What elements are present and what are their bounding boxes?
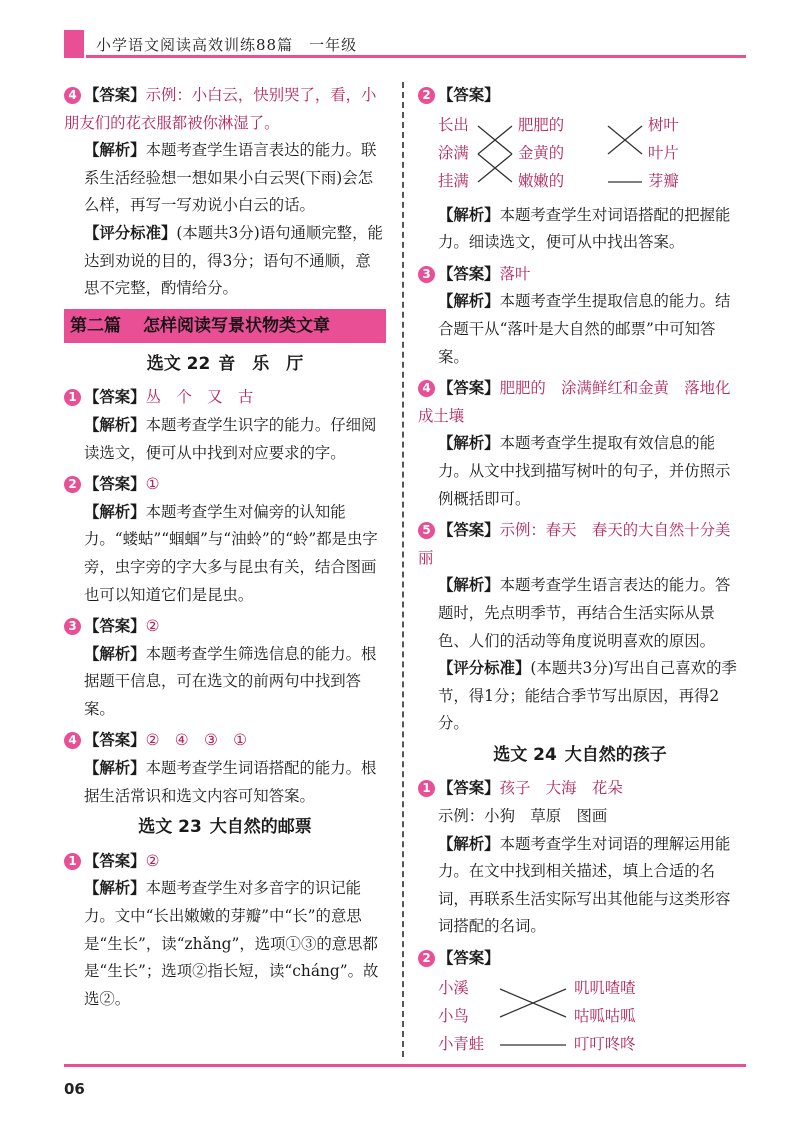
- match-word: 金黄的: [518, 143, 565, 162]
- answer-text: ①: [145, 475, 160, 494]
- answer-item: [64, 471, 386, 609]
- answer-tag: 【答案】: [438, 521, 500, 540]
- answer-item: [64, 384, 386, 467]
- selection-name: 大自然的邮票: [209, 817, 312, 838]
- answer-item: [64, 613, 386, 723]
- selection-number: 选文 24: [493, 744, 557, 765]
- analysis-tag: 【解析】: [84, 415, 146, 434]
- question-number-badge: 3: [418, 266, 435, 283]
- answer-text: 肥肥的 涂满鲜红和金黄 落地化成土壤: [418, 379, 731, 425]
- analysis-text: 本题考查学生对偏旁的认知能力。“蝼蛄”“蝈蝈”与“油蛉”的“蛉”都是虫字旁，虫字旁的字大多与昆虫有关，结合图画也可以知道它们是昆虫。: [84, 502, 378, 604]
- selection-title: [418, 742, 742, 770]
- question-number-badge: 1: [64, 853, 81, 870]
- answer-item: [64, 848, 386, 1014]
- footer-rule: [64, 1064, 746, 1067]
- scoring-tag: 【评分标准】: [438, 659, 531, 678]
- analysis-tag: 【解析】: [84, 141, 146, 160]
- analysis-text: 本题考查学生语言表达的能力。联系生活经验想一想如果小白云哭(下雨)会怎么样，再写一写劝说小白云的话。: [84, 141, 377, 215]
- section-part: 第二篇: [70, 315, 121, 336]
- analysis-tag: 【解析】: [438, 576, 500, 595]
- answer-item: [64, 727, 386, 810]
- answer-tag: 【答案】: [438, 379, 500, 398]
- match-word: 涂满: [438, 143, 469, 162]
- right-column: [418, 82, 742, 1065]
- match-word: 小青蛙: [438, 1034, 485, 1053]
- answer-item: [418, 945, 742, 1061]
- analysis-text: 本题考查学生对词语搭配的把握能力。细读选文，便可从中找出答案。: [438, 205, 731, 252]
- analysis-tag: 【解析】: [84, 879, 146, 898]
- question-number-badge: 4: [64, 87, 81, 104]
- question-number-badge: 4: [64, 732, 81, 749]
- match-word: 长出: [438, 115, 469, 134]
- answer-text: 示例：春天 春天的大自然十分美丽: [418, 521, 731, 567]
- page-number: 06: [64, 1080, 85, 1098]
- question-number-badge: 1: [64, 389, 81, 406]
- selection-number: 选文 22: [146, 353, 211, 374]
- answer-text: 落叶: [499, 264, 531, 283]
- scoring-text: (本题共3分)写出自己喜欢的季节，得1分；能结合季节写出原因，再得2分。: [438, 659, 737, 733]
- answer-item: [64, 82, 386, 303]
- example-text: 示例：小狗 草原 图画: [438, 807, 608, 826]
- scoring-text: (本题共3分)语句通顺完整，能达到劝说的目的，得3分；语句不通顺，意思不完整，酌情给分。: [84, 223, 383, 298]
- selection-title: [64, 351, 386, 379]
- answer-text: ②: [145, 851, 160, 870]
- selection-name: 音 乐 厅: [218, 353, 304, 374]
- analysis-text: 本题考查学生识字的能力。仔细阅读选文，便可从中找到对应要求的字。: [84, 415, 377, 462]
- answer-tag: 【答案】: [438, 264, 500, 283]
- selection-name: 大自然的孩子: [564, 744, 667, 765]
- book-title: 小学语文阅读高效训练88篇 一年级: [96, 36, 358, 54]
- match-word: 挂满: [438, 171, 469, 190]
- left-column: [64, 82, 386, 1017]
- answer-tag: 【答案】: [84, 86, 146, 104]
- analysis-text: 本题考查学生提取有效信息的能力。从文中找到描写树叶的句子，并仿照示例概括即可。: [438, 434, 731, 508]
- question-number-badge: 1: [418, 780, 435, 797]
- answer-item: [418, 261, 742, 371]
- word-matching-diagram: [438, 112, 742, 198]
- analysis-tag: 【解析】: [84, 644, 146, 663]
- analysis-tag: 【解析】: [438, 834, 500, 853]
- analysis-text: 本题考查学生筛选信息的能力。根据题干信息，可在选文的前两句中找到答案。: [84, 644, 377, 718]
- match-word: 小溪: [438, 978, 469, 997]
- match-word: 叽叽喳喳: [574, 978, 636, 997]
- analysis-text: 本题考查学生对词语的理解运用能力。在文中找到相关描述，填上合适的名词，再联系生活实际写出其他能与这类形容词搭配的名词。: [438, 834, 731, 936]
- question-number-badge: 2: [418, 950, 435, 967]
- analysis-text: 本题考查学生词语搭配的能力。根据生活常识和选文内容可知答案。: [84, 759, 377, 805]
- matching-lines: [438, 112, 742, 198]
- answer-tag: 【答案】: [84, 617, 146, 636]
- answer-tag: 【答案】: [438, 949, 500, 968]
- selection-number: 选文 23: [138, 817, 202, 838]
- match-word: 芽瓣: [648, 171, 679, 190]
- answer-text: 丛 个 又 古: [145, 388, 254, 407]
- match-word: 叮叮咚咚: [574, 1034, 636, 1053]
- section-banner: [64, 309, 386, 343]
- answer-text: 示例：小白云，快别哭了，看，小朋友们的花衣服都被你淋湿了。: [64, 86, 377, 132]
- scoring-tag: 【评分标准】: [84, 223, 177, 242]
- analysis-tag: 【解析】: [84, 502, 146, 521]
- analysis-text: 本题考查学生对多音字的识记能力。文中“长出嫩嫩的芽瓣”中“长”的意思是“生长”，读“zhǎng”，选项①③的意思都是“生长”；选项②指长短，读“cháng”。故选②。: [84, 879, 379, 1008]
- match-word: 咕呱咕呱: [574, 1006, 636, 1025]
- answer-tag: 【答案】: [438, 86, 500, 104]
- question-number-badge: 2: [64, 476, 81, 493]
- analysis-tag: 【解析】: [438, 292, 500, 311]
- question-number-badge: 5: [418, 522, 435, 539]
- answer-item: [418, 775, 742, 941]
- header-accent-block: [64, 30, 84, 58]
- match-word: 叶片: [648, 143, 679, 162]
- question-number-badge: 2: [418, 87, 435, 104]
- analysis-text: 本题考查学生语言表达的能力。答题时，先点明季节，再结合生活实际从景色、人们的活动等角度说明喜欢的原因。: [438, 576, 731, 650]
- question-number-badge: 4: [418, 380, 435, 397]
- section-title: 怎样阅读写景状物类文章: [143, 315, 330, 336]
- match-word: 树叶: [648, 115, 679, 134]
- word-matching-diagram: [438, 975, 742, 1061]
- answer-item: [418, 82, 742, 257]
- match-word: 嫩嫩的: [518, 171, 565, 190]
- match-word: 肥肥的: [518, 115, 565, 134]
- analysis-tag: 【解析】: [438, 205, 500, 224]
- answer-tag: 【答案】: [438, 779, 500, 798]
- answer-text: ② ④ ③ ①: [145, 731, 247, 750]
- question-number-badge: 3: [64, 618, 81, 635]
- answer-item: [418, 517, 742, 738]
- selection-title: [64, 814, 386, 842]
- answer-tag: 【答案】: [84, 851, 146, 870]
- analysis-tag: 【解析】: [438, 434, 500, 453]
- answer-item: [418, 375, 742, 513]
- analysis-text: 本题考查学生提取信息的能力。结合题干从“落叶是大自然的邮票”中可知答案。: [438, 292, 731, 366]
- answer-text: 孩子 大海 花朵: [499, 779, 623, 798]
- answer-text: ②: [145, 617, 160, 636]
- match-word: 小鸟: [438, 1006, 469, 1025]
- answer-tag: 【答案】: [84, 731, 146, 750]
- analysis-tag: 【解析】: [84, 759, 146, 778]
- column-divider: [402, 82, 404, 1057]
- answer-tag: 【答案】: [84, 475, 146, 494]
- header-rule: [86, 55, 746, 58]
- answer-tag: 【答案】: [84, 388, 146, 407]
